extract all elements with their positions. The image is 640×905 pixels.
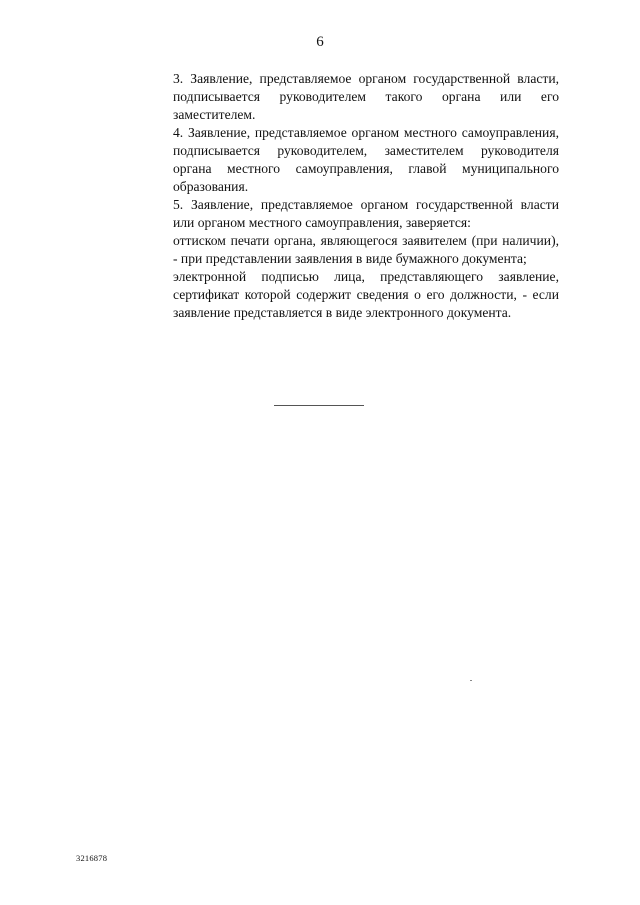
paragraph-3: 3. Заявление, представляемое органом государственной власти, подписывается руководителем такого органа или его заместителем. xyxy=(173,71,559,122)
page-number: 6 xyxy=(316,34,324,50)
document-body xyxy=(173,70,559,322)
end-of-text-divider xyxy=(274,405,364,406)
paragraph-4: 4. Заявление, представляемое органом местного самоуправления, подписывается руководителем, заместителем руководителя органа местного самоуправления, главой муниципального образования. xyxy=(173,125,559,194)
paragraph-5-signature-item: электронной подписью лица, представляющего заявление, сертификат которой содержит сведения о его должности, - если заявление представляется в виде электронного документа. xyxy=(173,269,559,320)
scan-speck xyxy=(470,680,472,681)
document-code: 3216878 xyxy=(76,853,108,863)
paragraph-5-seal-item: оттиском печати органа, являющегося заявителем (при наличии), - при представлении заявления в виде бумажного документа; xyxy=(173,233,559,266)
paragraph-5: 5. Заявление, представляемое органом государственной власти или органом местного самоуправления, заверяется: xyxy=(173,197,559,230)
